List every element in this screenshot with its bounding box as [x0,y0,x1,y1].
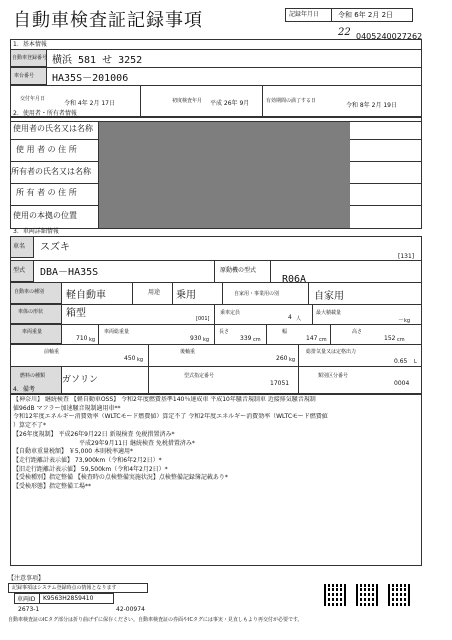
type-approval-value: 17051 [270,380,290,387]
body-value: 箱型 [66,308,86,319]
model-label: 型式 [13,267,26,274]
engine-label: 原動機の型式 [220,267,257,274]
weight-unit: kg [89,337,96,343]
document-title: 自動車検査証記録事項 [13,10,203,31]
record-date-value: 令和 6年 2月 2日 [338,11,394,19]
initial-reg-label: 初度検査年月 [172,98,203,104]
reg-no-value: 横浜 581 せ 3252 [52,55,143,66]
initial-reg-value: 平成 26年 9月 [210,100,250,107]
kind-value: 軽自動車 [66,290,106,301]
owner-name-label: 所有者の氏名又は名称 [11,167,91,176]
section3-title: 3．車両詳細情報 [13,228,59,235]
gross-unit: kg [203,337,210,343]
section1-title: 1．基本情報 [13,41,47,48]
model-value: DBA－HA35S [40,267,99,278]
remarks-line: 平成29年9月11日 継続検査 免税措置済み* [79,439,195,447]
kind-label: 自動車の種別 [14,289,45,295]
user-address-label: 使 用 者 の 住 所 [16,145,77,154]
chassis-no-value: HA35S－201006 [52,73,129,84]
capacity-label: 乗車定員 [220,310,241,316]
private-label: 自家用・事業用の別 [234,291,280,297]
length-value: 339 [240,335,252,342]
qr-code-icon [356,584,378,606]
section2-title: 2．使用者・所有者情報 [13,110,77,117]
maker-value: スズキ [40,242,70,253]
handwritten-number: 22 [338,27,351,38]
length-label: 長さ [219,329,230,335]
rear-axle-unit: kg [289,357,296,363]
type-approval-label: 型式指定番号 [184,373,215,379]
displacement-label: 総排気量又は定格出力 [306,349,357,355]
rear-axle-label: 後軸重 [180,349,196,355]
maker-code: [131] [398,253,415,260]
body-label: 車体の形状 [18,309,44,315]
remarks-line: ）算定不了* [13,422,47,430]
code-left: 2673-1 [18,606,40,613]
width-unit: cm [319,337,327,343]
redacted-owner-info [99,122,350,228]
length-unit: cm [253,337,261,343]
fuel-label: 燃料の種類 [20,373,46,379]
remarks-line: 【受検種別】指定整備 【検査時の点検整備実施状況】点検整備記録簿記載あり* [13,474,228,482]
expiry-label: 有効期間の満了する日 [266,98,317,104]
gross-label: 車両総重量 [104,329,130,335]
engine-value: R06A [282,274,307,285]
expiry-value: 令和 8年 2月 19日 [346,102,397,109]
remarks-line: 【26年度規制】 平成26年9月22日 新規検査 免税措置済み* [13,430,175,438]
first-reg-value: 令和 4年 2月 17日 [64,100,115,107]
front-axle-label: 前軸重 [44,349,60,355]
remarks-line: 【自動車重量税額】 ￥5,000 本則税率適用* [13,448,133,456]
weight-label: 車両重量 [22,329,43,335]
footer-notice: 自動車検査証のICタグ部分は折り曲げずに保存ください。自動車検査証の券面やICタグには事実・見直しもより再交付が必要です。 [8,617,303,623]
qr-code-icon [324,584,346,606]
document-number: 0405240027262 [356,32,423,41]
code-right: 42-00974 [116,606,145,613]
capacity-unit: 人 [296,316,302,322]
fuel-value: ガソリン [62,375,99,385]
gross-value: 930 [190,335,202,342]
category-value: 0004 [394,380,410,387]
use-value: 乗用 [176,290,196,301]
front-axle-value: 450 [124,355,136,362]
remarks-line: 値96dB マフラー加速騒音規制適用車** [13,404,121,412]
front-axle-unit: kg [137,357,144,363]
displacement-value: 0.65 [394,358,408,365]
qr-code-icon [388,584,410,606]
first-reg-label: 交付年月日 [20,96,46,102]
vehicle-id-value: K9563H2859410 [43,595,94,602]
displacement-unit: L [414,359,417,365]
category-label: 類別区分番号 [318,373,349,379]
capacity-value: 4 [288,314,292,321]
remarks-line: 【旧走行距離計表示値】 59,500km（令和4年2月2日）* [13,465,168,473]
notice-box [8,583,148,593]
rear-axle-value: 260 [276,355,288,362]
remarks-line: 【走行距離計表示値】 73,900km（令和6年2月2日）* [13,456,162,464]
width-value: 147 [306,335,318,342]
max-load-unit: kg [404,318,411,324]
reg-no-label: 自動車登録番号 [12,55,48,61]
record-date-label: 記録年月日 [289,11,320,18]
private-value: 自家用 [314,291,344,302]
body-code: [001] [196,316,210,322]
record-date-box [285,8,413,22]
max-load-value: － [398,317,405,324]
remarks-text [13,396,419,492]
notice-text: 記録事項はシステム登録時点の情報となります [12,585,117,591]
maker-label: 車名 [13,243,26,250]
base-location-label: 使用の本拠の位置 [13,211,77,220]
use-label: 用途 [148,289,161,296]
user-name-label: 使用者の氏名又は名称 [13,124,93,133]
owner-address-label: 所 有 者 の 住 所 [16,188,77,197]
remarks-line: 【受検形態】指定整備工場** [13,483,92,491]
chassis-no-label: 車台番号 [14,73,35,79]
height-value: 152 [384,335,396,342]
height-label: 高さ [352,329,363,335]
max-load-label: 最大積載量 [316,310,342,316]
height-unit: cm [397,337,405,343]
weight-value: 710 [76,335,88,342]
section4-title: 4．備考 [13,386,35,393]
notice-title: 【注意事項】 [8,575,45,582]
vehicle-id-label: 車両ID [17,596,36,603]
width-label: 幅 [282,329,288,335]
remarks-line: 令和12年度エネルギー消費効率（WLTCモード燃費値）算定不了 令和2年度エネルギー消費効率（WLTCモード燃費値 [13,413,328,421]
vehicle-id-box [14,593,114,604]
remarks-line: 【神奈川】 継続検査 【軽自動車OSS】 令和2年度燃費基準140％達成車 平成10年騒音規制車 近接排気騒音規制 [13,396,316,403]
